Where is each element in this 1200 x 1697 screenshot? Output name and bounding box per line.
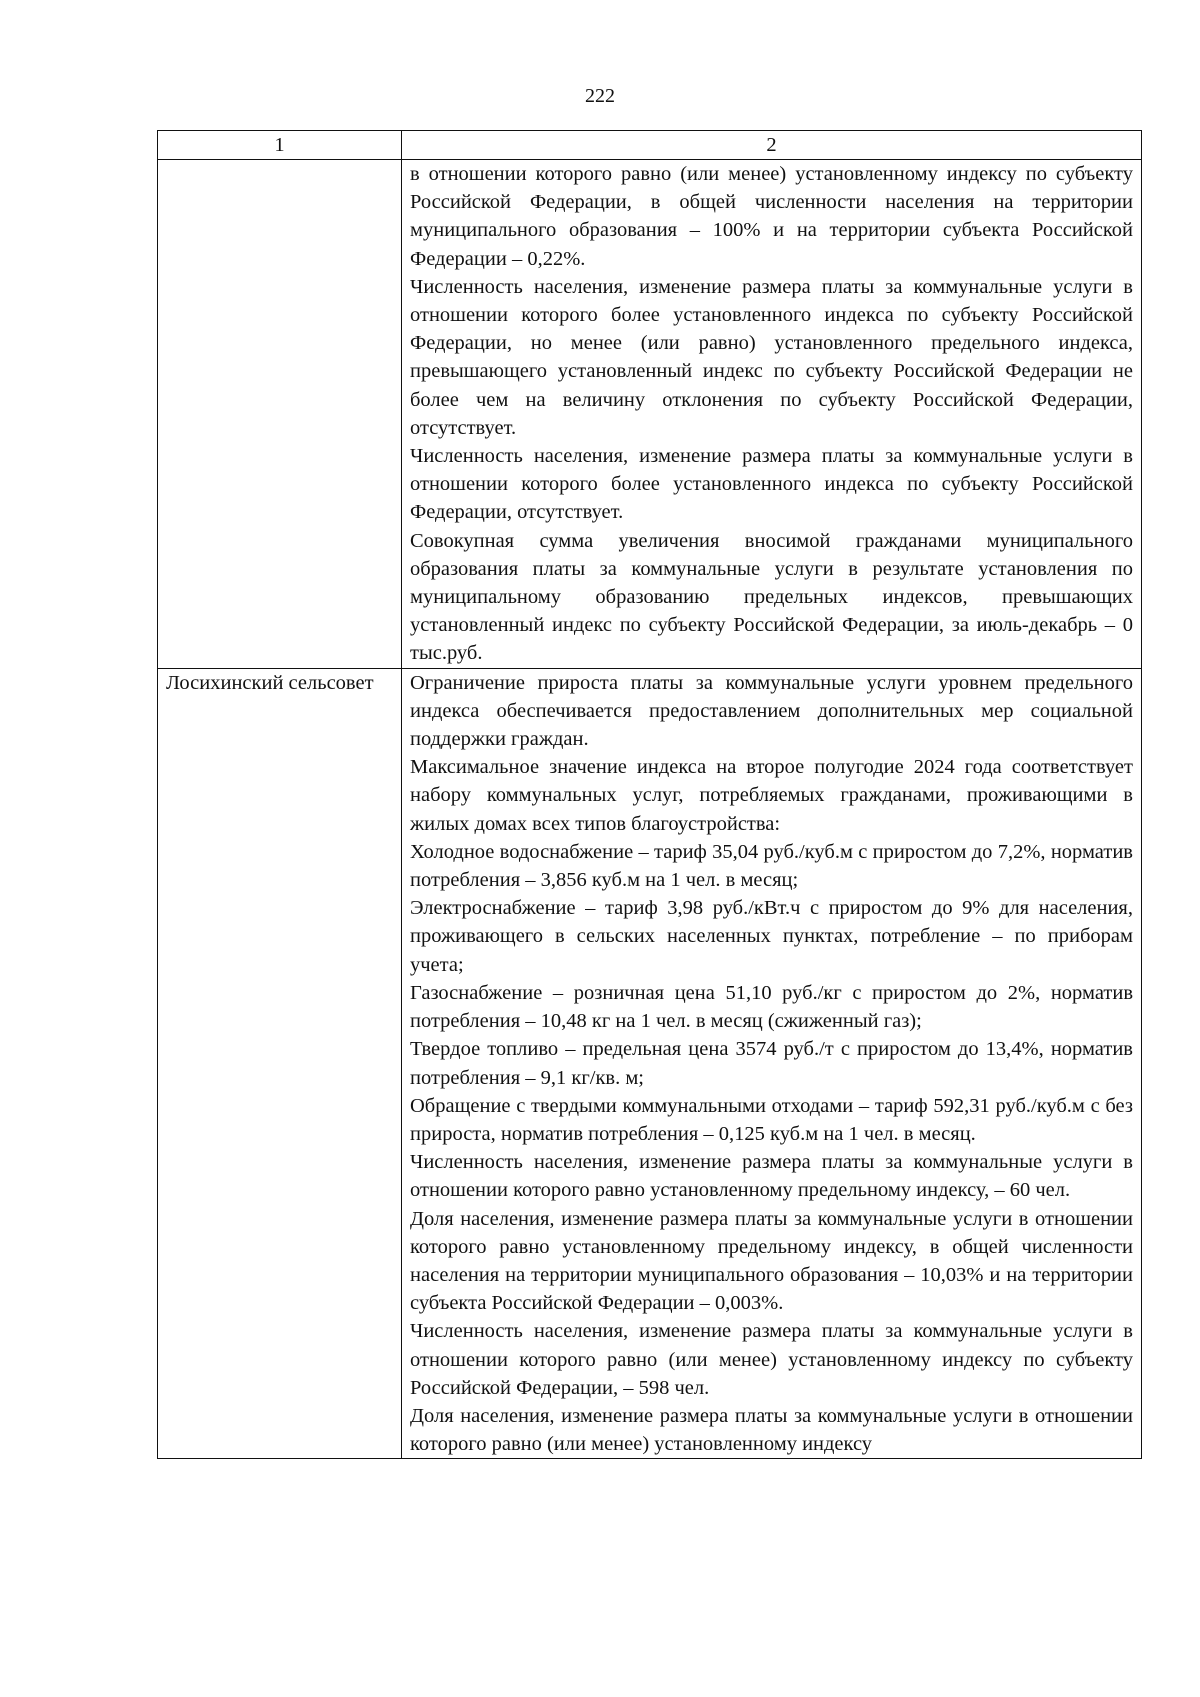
municipality-cell: Лосихинский сельсовет bbox=[158, 668, 402, 1459]
paragraph: Доля населения, изменение размера платы за коммунальные услуги в отношении которого равно установленному предельному индексу, в общей численности населения на территории муниципального образования – 10,03% и на территории субъекта Российской Федерации – 0,003%. bbox=[410, 1207, 1133, 1315]
paragraph: Совокупная сумма увеличения вносимой гражданами муниципального образования платы за коммунальные услуги в результате установления по муниципальному образованию предельных индексов, превышающих установленный индекс по субъекту Российской Федерации, за июль-декабрь – 0 тыс.руб. bbox=[410, 529, 1133, 665]
page-number: 222 bbox=[585, 85, 615, 107]
paragraph: Ограничение прироста платы за коммунальные услуги уровнем предельного индекса обеспечивается предоставлением дополнительных мер социальной поддержки граждан. bbox=[410, 671, 1133, 751]
paragraph: Твердое топливо – предельная цена 3574 руб./т с приростом до 13,4%, норматив потребления – 9,1 кг/кв. м; bbox=[410, 1038, 1133, 1089]
description-cell bbox=[402, 668, 1142, 1459]
paragraph: в отношении которого равно (или менее) установленному индексу по субъекту Российской Федерации, в общей численности населения на территории муниципального образования – 100% и на территории субъекта Российской Федерации – 0,22%. bbox=[410, 163, 1133, 270]
document-table bbox=[157, 130, 1142, 1459]
paragraph: Холодное водоснабжение – тариф 35,04 руб./куб.м с приростом до 7,2%, норматив потребления – 3,856 куб.м на 1 чел. в месяц; bbox=[410, 840, 1133, 892]
paragraph: Численность населения, изменение размера платы за коммунальные услуги в отношении которого более установленного индекса по субъекту Российской Федерации, но менее (или равно) установленного предельного индекса, превышающего установленный индекс по субъекту Российской Федерации не более чем на величину отклонения по субъекту Российской Федерации, отсутствует. bbox=[410, 275, 1133, 439]
paragraph: Доля населения, изменение размера платы за коммунальные услуги в отношении которого равно (или менее) установленному индексу bbox=[410, 1404, 1133, 1456]
paragraph: Электроснабжение – тариф 3,98 руб./кВт.ч с приростом до 9% для населения, проживающего в сельских населенных пунктах, потребление – по приборам учета; bbox=[410, 897, 1133, 976]
paragraph: Численность населения, изменение размера платы за коммунальные услуги в отношении которого более установленного индекса по субъекту Российской Федерации, отсутствует. bbox=[410, 445, 1133, 524]
paragraph: Газоснабжение – розничная цена 51,10 руб./кг с приростом до 2%, норматив потребления – 10,48 кг на 1 чел. в месяц (сжиженный газ); bbox=[410, 981, 1133, 1033]
column-header-1: 1 bbox=[158, 131, 402, 160]
paragraph: Численность населения, изменение размера платы за коммунальные услуги в отношении которого равно установленному предельному индексу, – 60 чел. bbox=[410, 1151, 1133, 1202]
column-header-2: 2 bbox=[402, 131, 1142, 160]
paragraph: Максимальное значение индекса на второе полугодие 2024 года соответствует набору коммунальных услуг, потребляемых гражданами, проживающими в жилых домах всех типов благоустройства: bbox=[410, 756, 1133, 835]
paragraph: Обращение с твердыми коммунальными отходами – тариф 592,31 руб./куб.м с без прироста, норматив потребления – 0,125 куб.м на 1 чел. в месяц. bbox=[410, 1094, 1133, 1145]
paragraph: Численность населения, изменение размера платы за коммунальные услуги в отношении которого равно (или менее) установленному индексу по субъекту Российской Федерации, – 598 чел. bbox=[410, 1320, 1133, 1399]
municipality-cell bbox=[158, 160, 402, 669]
table-row bbox=[158, 668, 1142, 1459]
description-cell bbox=[402, 160, 1142, 669]
table-row bbox=[158, 160, 1142, 669]
table-header-row bbox=[158, 131, 1142, 160]
